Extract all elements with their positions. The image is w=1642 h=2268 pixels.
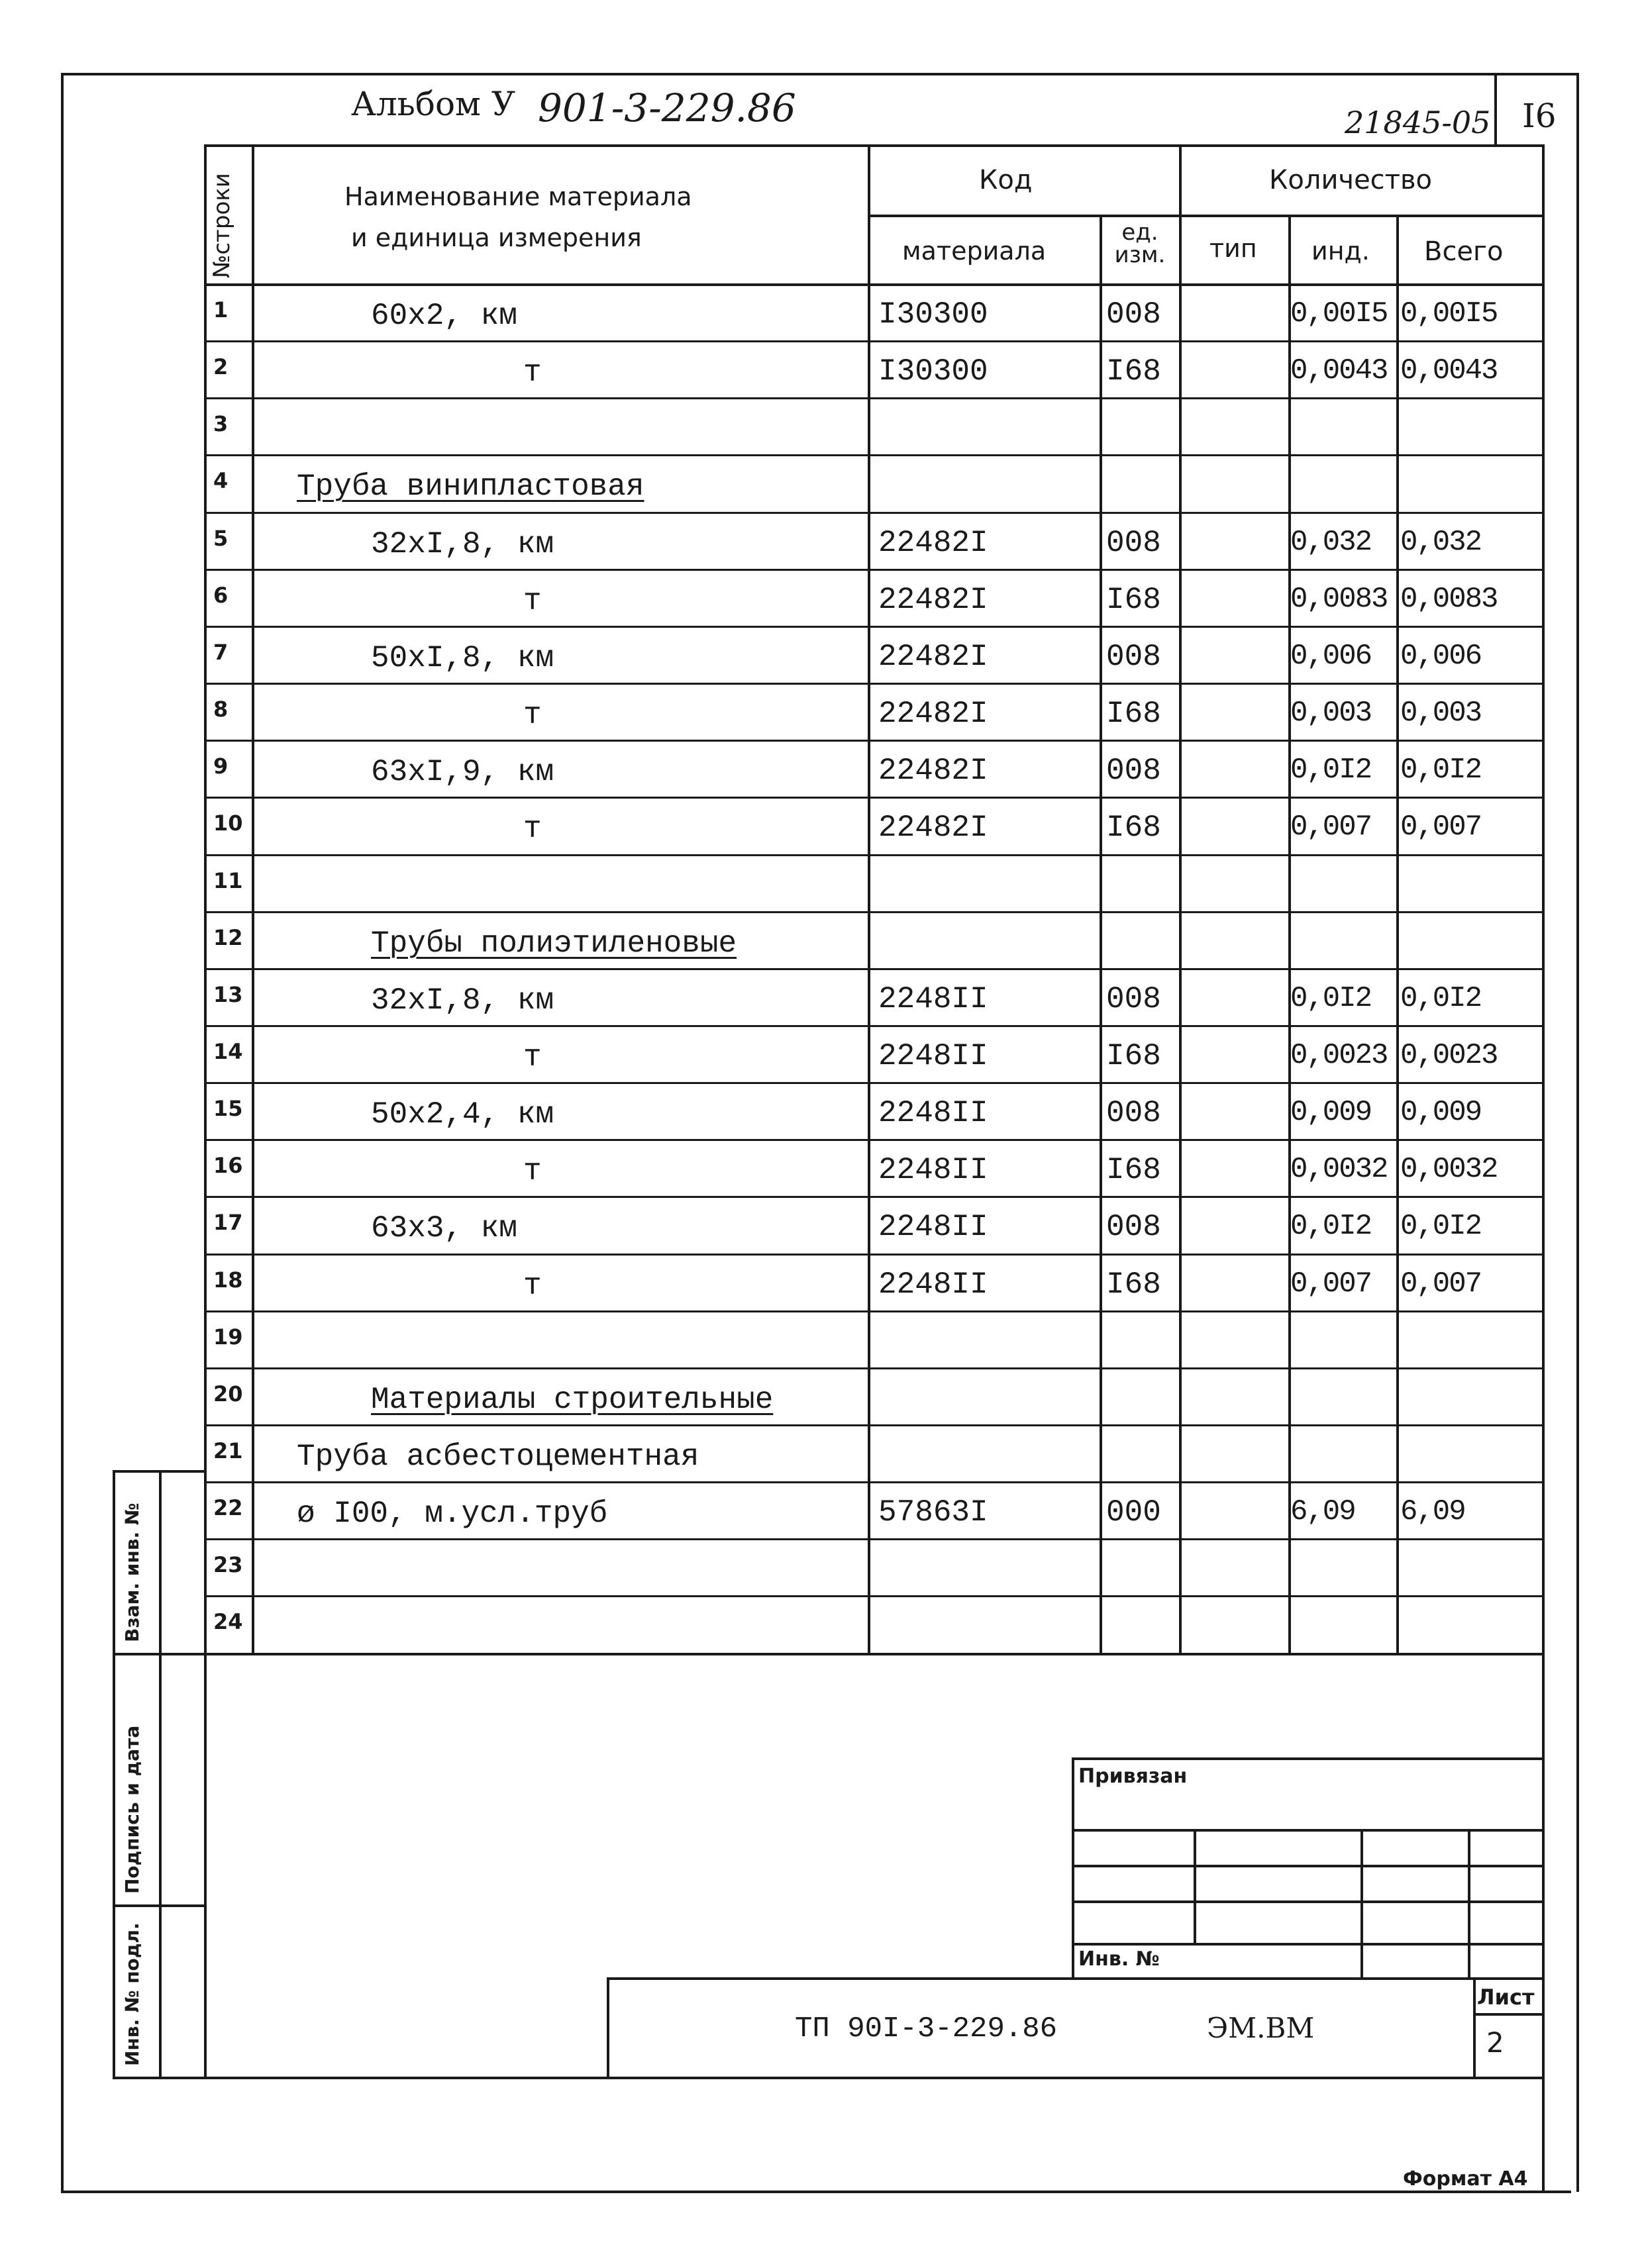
designation-top: [607, 1977, 1543, 1980]
row-total: 0,0I2: [1400, 982, 1482, 1015]
row-separator: [204, 683, 1545, 685]
row-number: 3: [213, 411, 229, 436]
row-separator: [204, 454, 1545, 456]
row-ind: 0,0083: [1290, 583, 1388, 616]
sheet-number: I6: [1522, 97, 1557, 135]
header-quantity-group: Количество: [1269, 165, 1433, 195]
col-line-type: [1288, 215, 1291, 1654]
row-ind: 0,032: [1290, 526, 1372, 559]
row-number: 5: [213, 526, 229, 551]
header-name-line1: Наименование материала: [344, 182, 692, 211]
side-stamp-outer: [113, 1470, 115, 2078]
inv-no-label: Инв. №: [1078, 1948, 1160, 1971]
row-unit: 008: [1106, 640, 1161, 674]
privyazan-col3: [1468, 1829, 1470, 1980]
row-ind: 0,0023: [1290, 1039, 1388, 1072]
row-number: 20: [213, 1381, 243, 1406]
header-code-unit: ед. изм.: [1114, 219, 1166, 268]
row-separator: [204, 397, 1545, 399]
row-number: 6: [213, 583, 229, 608]
row-name: 60x2, км: [371, 299, 517, 333]
row-unit: I68: [1106, 1153, 1161, 1187]
row-number: 8: [213, 697, 229, 722]
row-unit: I68: [1106, 583, 1161, 617]
row-ind: 0,003: [1290, 697, 1372, 730]
privyazan-line2: [1072, 1865, 1543, 1867]
row-separator: [204, 854, 1545, 856]
row-unit: I68: [1106, 811, 1161, 845]
album-code: 901-3-229.86: [538, 85, 796, 130]
row-name: ø I00, м.усл.труб: [297, 1497, 608, 1531]
row-number: 1: [213, 297, 229, 322]
row-name: Труба асбестоцементная: [297, 1440, 699, 1474]
row-code: 22482I: [878, 754, 988, 788]
row-ind: 0,0043: [1290, 354, 1388, 387]
row-number: 24: [213, 1609, 243, 1634]
frame-right-line: [1576, 73, 1579, 2192]
row-separator: [204, 512, 1545, 514]
row-total: 0,0I2: [1400, 754, 1482, 787]
privyazan-line3: [1072, 1900, 1543, 1903]
row-code: 2248II: [878, 1267, 988, 1302]
row-name: Материалы строительные: [371, 1383, 774, 1417]
row-number: 10: [213, 811, 243, 836]
col-line-left: [204, 144, 207, 2078]
row-code: 2248II: [878, 1096, 988, 1130]
row-separator: [204, 1025, 1545, 1027]
header-row-number: №строки: [209, 173, 235, 278]
side-podpis-data: Подпись и дата: [121, 1725, 143, 1894]
row-separator: [204, 1481, 1545, 1483]
row-separator: [204, 968, 1545, 970]
sheet-number-box-left: [1494, 73, 1497, 146]
col-line-ind: [1396, 215, 1399, 1654]
row-number: 12: [213, 925, 243, 950]
row-total: 0,006: [1400, 640, 1482, 673]
row-name: 32xI,8, км: [371, 983, 554, 1018]
row-number: 21: [213, 1438, 243, 1463]
row-ind: 0,007: [1290, 1267, 1372, 1301]
row-number: 22: [213, 1495, 243, 1520]
row-total: 0,0043: [1400, 354, 1498, 387]
row-separator: [204, 1082, 1545, 1084]
list-box-sep: [1473, 2013, 1543, 2016]
row-name: т: [523, 1154, 542, 1189]
row-total: 0,007: [1400, 1267, 1482, 1301]
row-name: 32xI,8, км: [371, 527, 554, 562]
row-code: 22482I: [878, 526, 988, 560]
row-code: I30300: [878, 354, 988, 389]
row-number: 19: [213, 1324, 243, 1350]
row-total: 6,09: [1400, 1495, 1465, 1528]
privyazan-line4: [1072, 1943, 1543, 1946]
col-line-num: [252, 144, 254, 1654]
side-inv-podl: Инв. № подл.: [121, 1922, 143, 2066]
row-unit: I68: [1106, 1039, 1161, 1073]
row-total: 0,032: [1400, 526, 1482, 559]
row-ind: 0,0I2: [1290, 754, 1372, 787]
format-label: Формат А4: [1403, 2167, 1528, 2191]
row-name: Трубы полиэтиленовые: [371, 926, 737, 961]
row-total: 0,0I2: [1400, 1210, 1482, 1243]
row-name: т: [523, 812, 542, 846]
row-separator: [204, 569, 1545, 571]
table-top-line: [204, 144, 1545, 147]
row-name: Труба винипластовая: [297, 469, 644, 504]
row-name: 50x2,4, км: [371, 1097, 554, 1132]
col-line-name: [868, 144, 870, 1654]
row-separator: [204, 1424, 1545, 1426]
row-code: 2248II: [878, 1153, 988, 1187]
row-unit: I68: [1106, 354, 1161, 389]
row-total: 0,007: [1400, 811, 1482, 844]
col-line-code: [1100, 215, 1102, 1654]
row-code: 57863I: [878, 1495, 988, 1530]
album-label: Альбом У: [351, 85, 515, 123]
row-total: 0,0023: [1400, 1039, 1498, 1072]
col-line-unit: [1179, 144, 1182, 1654]
row-separator: [204, 1196, 1545, 1198]
row-unit: 008: [1106, 1096, 1161, 1130]
row-code: 22482I: [878, 583, 988, 617]
row-number: 15: [213, 1096, 243, 1121]
designation-text: ТП 90I-3-229.86: [795, 2012, 1058, 2046]
row-ind: 0,0I2: [1290, 1210, 1372, 1243]
doc-number: 21845-05: [1345, 105, 1491, 140]
row-code: I30300: [878, 297, 988, 332]
row-total: 0,003: [1400, 697, 1482, 730]
row-unit: I68: [1106, 697, 1161, 731]
row-code: 2248II: [878, 982, 988, 1016]
row-ind: 0,007: [1290, 811, 1372, 844]
privyazan-label: Привязан: [1078, 1765, 1188, 1788]
row-unit: 008: [1106, 526, 1161, 560]
privyazan-line1: [1072, 1829, 1543, 1832]
row-code: 2248II: [878, 1039, 988, 1073]
row-number: 4: [213, 468, 229, 493]
list-value: 2: [1486, 2026, 1504, 2059]
row-number: 7: [213, 640, 229, 665]
row-number: 14: [213, 1039, 243, 1064]
row-number: 23: [213, 1552, 243, 1577]
row-total: 0,0083: [1400, 583, 1498, 616]
designation-bottom: [204, 2077, 1545, 2079]
row-separator: [204, 626, 1545, 628]
privyazan-top: [1072, 1757, 1543, 1760]
row-separator: [204, 797, 1545, 799]
row-ind: 0,009: [1290, 1096, 1372, 1129]
frame-bottom-line: [61, 2191, 1571, 2193]
header-qty-total: Всего: [1424, 236, 1504, 267]
row-name: т: [523, 356, 542, 390]
row-total: 0,00I5: [1400, 297, 1498, 330]
privyazan-col2: [1360, 1829, 1363, 1980]
row-ind: 0,0I2: [1290, 982, 1372, 1015]
header-code-group: Код: [979, 165, 1033, 195]
side-stamp-inner: [159, 1470, 162, 2078]
row-unit: 008: [1106, 297, 1161, 332]
row-name: т: [523, 698, 542, 732]
list-box-left: [1473, 1977, 1476, 2078]
row-ind: 0,00I5: [1290, 297, 1388, 330]
designation-left: [607, 1977, 609, 2078]
row-name: 63xI,9, км: [371, 755, 554, 789]
row-unit: 008: [1106, 982, 1161, 1016]
row-separator: [204, 1310, 1545, 1312]
header-sub-line: [868, 215, 1545, 217]
row-number: 18: [213, 1267, 243, 1293]
row-code: 22482I: [878, 697, 988, 731]
row-separator: [204, 1254, 1545, 1256]
row-total: 0,009: [1400, 1096, 1482, 1129]
row-name: т: [523, 1040, 542, 1075]
designation-code: ЭМ.ВМ: [1207, 2012, 1315, 2044]
row-ind: 0,0032: [1290, 1153, 1388, 1186]
row-separator: [204, 1367, 1545, 1369]
row-name: т: [523, 1269, 542, 1303]
header-code-material: материала: [902, 236, 1047, 266]
row-number: 17: [213, 1210, 243, 1235]
row-name: 63x3, км: [371, 1211, 517, 1246]
row-separator: [204, 1139, 1545, 1141]
row-separator: [204, 911, 1545, 913]
row-number: 16: [213, 1153, 243, 1178]
col-line-right: [1542, 144, 1545, 2191]
row-code: 2248II: [878, 1210, 988, 1244]
row-ind: 6,09: [1290, 1495, 1355, 1528]
row-unit: I68: [1106, 1267, 1161, 1302]
row-code: 22482I: [878, 640, 988, 674]
row-separator: [204, 1595, 1545, 1597]
row-separator: [204, 340, 1545, 342]
row-unit: 008: [1106, 754, 1161, 788]
table-bottom-line: [204, 1653, 1545, 1655]
frame-top-line: [61, 73, 1579, 75]
row-separator: [204, 740, 1545, 742]
row-separator: [204, 1538, 1545, 1540]
row-number: 11: [213, 868, 243, 893]
header-qty-type: тип: [1209, 234, 1257, 263]
row-name: 50xI,8, км: [371, 641, 554, 675]
side-vzam-inv: Взам. инв. №: [121, 1503, 143, 1642]
row-unit: 000: [1106, 1495, 1161, 1530]
row-number: 13: [213, 982, 243, 1007]
row-ind: 0,006: [1290, 640, 1372, 673]
row-total: 0,0032: [1400, 1153, 1498, 1186]
row-unit: 008: [1106, 1210, 1161, 1244]
row-name: т: [523, 584, 542, 618]
row-number: 9: [213, 754, 229, 779]
header-qty-ind: инд.: [1311, 236, 1370, 266]
header-name-line2: и единица измерения: [351, 223, 642, 252]
header-bottom-line: [204, 283, 1545, 286]
frame-left-line: [61, 73, 64, 2192]
row-number: 2: [213, 354, 229, 379]
privyazan-left: [1072, 1757, 1074, 1980]
row-code: 22482I: [878, 811, 988, 845]
privyazan-col1: [1194, 1829, 1196, 1943]
list-label: Лист: [1477, 1985, 1535, 2010]
